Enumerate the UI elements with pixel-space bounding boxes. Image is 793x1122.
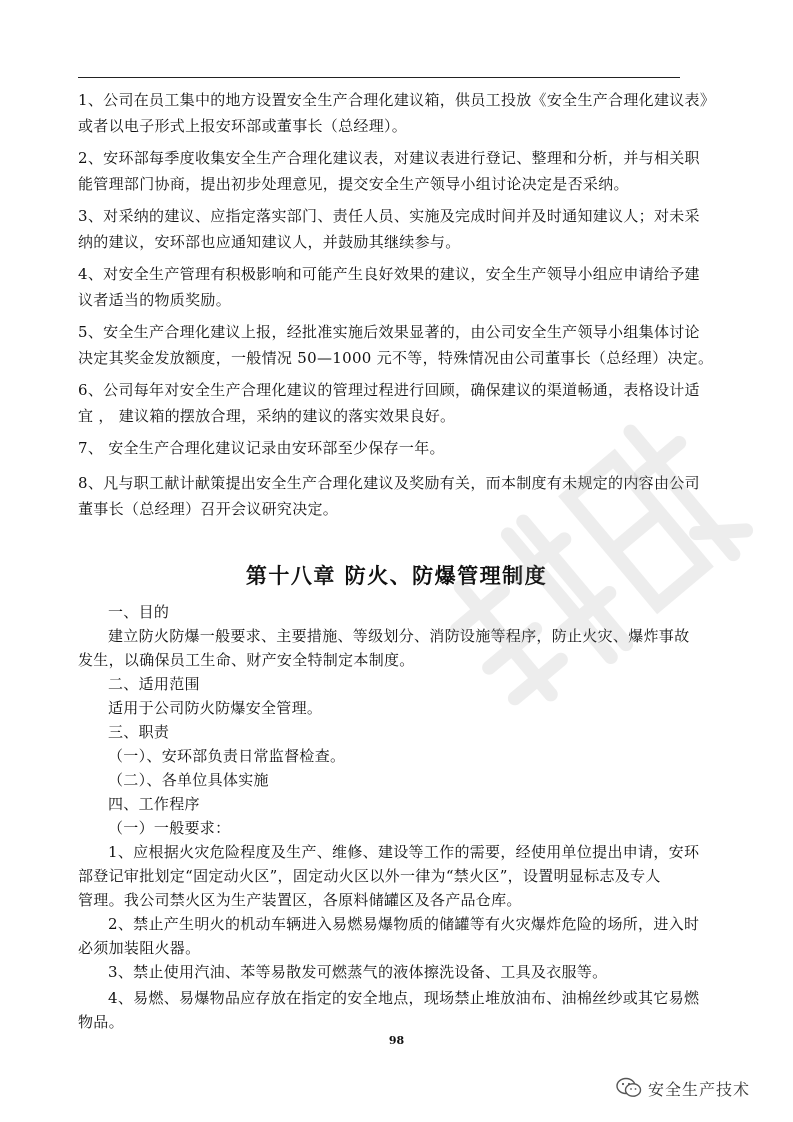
item-6-line-2: 宜 ， 建议箱的摆放合理，采纳的建议的落实效果良好。	[78, 407, 456, 425]
section-3-item-1: （一）、安环部负责日常监督检查。	[108, 747, 346, 765]
section-1-line-1: 建立防火防爆一般要求、主要措施、等级划分、消防设施等程序，防止火灾、爆炸事故	[108, 627, 690, 645]
wechat-account-badge	[616, 1074, 750, 1102]
section-2-body: 适用于公司防火防爆安全管理。	[108, 699, 323, 717]
requirement-4-line-1: 4、易燃、易爆物品应存放在指定的安全地点，现场禁止堆放油布、油棉丝纱或其它易燃	[108, 989, 700, 1007]
page-number: 98	[388, 1034, 405, 1047]
section-1-heading: 一、目的	[108, 603, 170, 621]
section-2-heading: 二、适用范围	[108, 675, 200, 693]
item-2-line-1: 2、安环部每季度收集安全生产合理化建议表，对建议表进行登记、整理和分析，并与相关职	[78, 149, 700, 167]
section-1-line-2: 发生，以确保员工生命、财产安全特制定本制度。	[78, 651, 415, 669]
item-4-line-1: 4、对安全生产管理有积极影响和可能产生良好效果的建议，安全生产领导小组应申请给予建	[78, 265, 700, 283]
item-5-line-2: 决定其奖金发放额度，一般情况 50—1000 元不等，特殊情况由公司董事长（总经理）决定。	[78, 349, 714, 367]
item-1-line-1: 1、公司在员工集中的地方设置安全生产合理化建议箱，供员工投放《安全生产合理化建议表》	[78, 91, 716, 109]
requirement-4-line-2: 物品。	[78, 1013, 124, 1031]
item-2-line-2: 能管理部门协商，提出初步处理意见，提交安全生产领导小组讨论决定是否采纳。	[78, 175, 629, 193]
section-4-heading: 四、工作程序	[108, 795, 200, 813]
wechat-account-name: 安全生产技术	[648, 1079, 751, 1099]
wechat-icon	[616, 1077, 642, 1099]
requirement-1-line-1: 1、应根据火灾危险程度及生产、维修、建设等工作的需要，经使用单位提出申请，安环	[108, 843, 700, 861]
item-6-line-1: 6、公司每年对安全生产合理化建议的管理过程进行回顾，确保建议的渠道畅通，表格设计适	[78, 381, 700, 399]
section-4-subheading: （一）一般要求：	[108, 819, 231, 837]
section-3-heading: 三、职责	[108, 723, 170, 741]
item-8-line-1: 8、凡与职工献计献策提出安全生产合理化建议及奖励有关，而本制度有未规定的内容由公司	[78, 474, 700, 492]
item-4-line-2: 议者适当的物质奖励。	[78, 291, 232, 309]
item-7-line-1: 7、 安全生产合理化建议记录由安环部至少保存一年。	[78, 439, 445, 457]
item-3-line-1: 3、对采纳的建议、应指定落实部门、责任人员、实施及完成时间并及时通知建议人；对未采	[78, 207, 700, 225]
chapter-title: 第十八章 防火、防爆管理制度	[245, 564, 548, 588]
item-8-line-2: 董事长（总经理）召开会议研究决定。	[78, 500, 339, 518]
requirement-1-line-2: 部登记审批划定“固定动火区”，固定动火区以外一律为“禁火区”，设置明显标志及专人	[78, 867, 661, 885]
requirement-3: 3、禁止使用汽油、苯等易散发可燃蒸气的液体擦洗设备、工具及衣服等。	[108, 963, 608, 981]
item-3-line-2: 纳的建议，安环部也应通知建议人，并鼓励其继续参与。	[78, 233, 461, 251]
item-5-line-1: 5、安全生产合理化建议上报，经批准实施后效果显著的，由公司安全生产领导小组集体讨论	[78, 323, 700, 341]
requirement-2-line-1: 2、禁止产生明火的机动车辆进入易燃易爆物质的储罐等有火灾爆炸危险的场所，进入时	[108, 915, 700, 933]
section-3-item-2: （二）、各单位具体实施	[108, 771, 269, 789]
item-1-line-2: 或者以电子形式上报安环部或董事长（总经理）。	[78, 117, 408, 135]
requirement-2-line-2: 必须加装阻火器。	[78, 939, 201, 957]
header-rule	[78, 77, 680, 78]
requirement-1-line-3: 管理。我公司禁火区为生产装置区，各原料储罐区及各产品仓库。	[78, 891, 522, 909]
